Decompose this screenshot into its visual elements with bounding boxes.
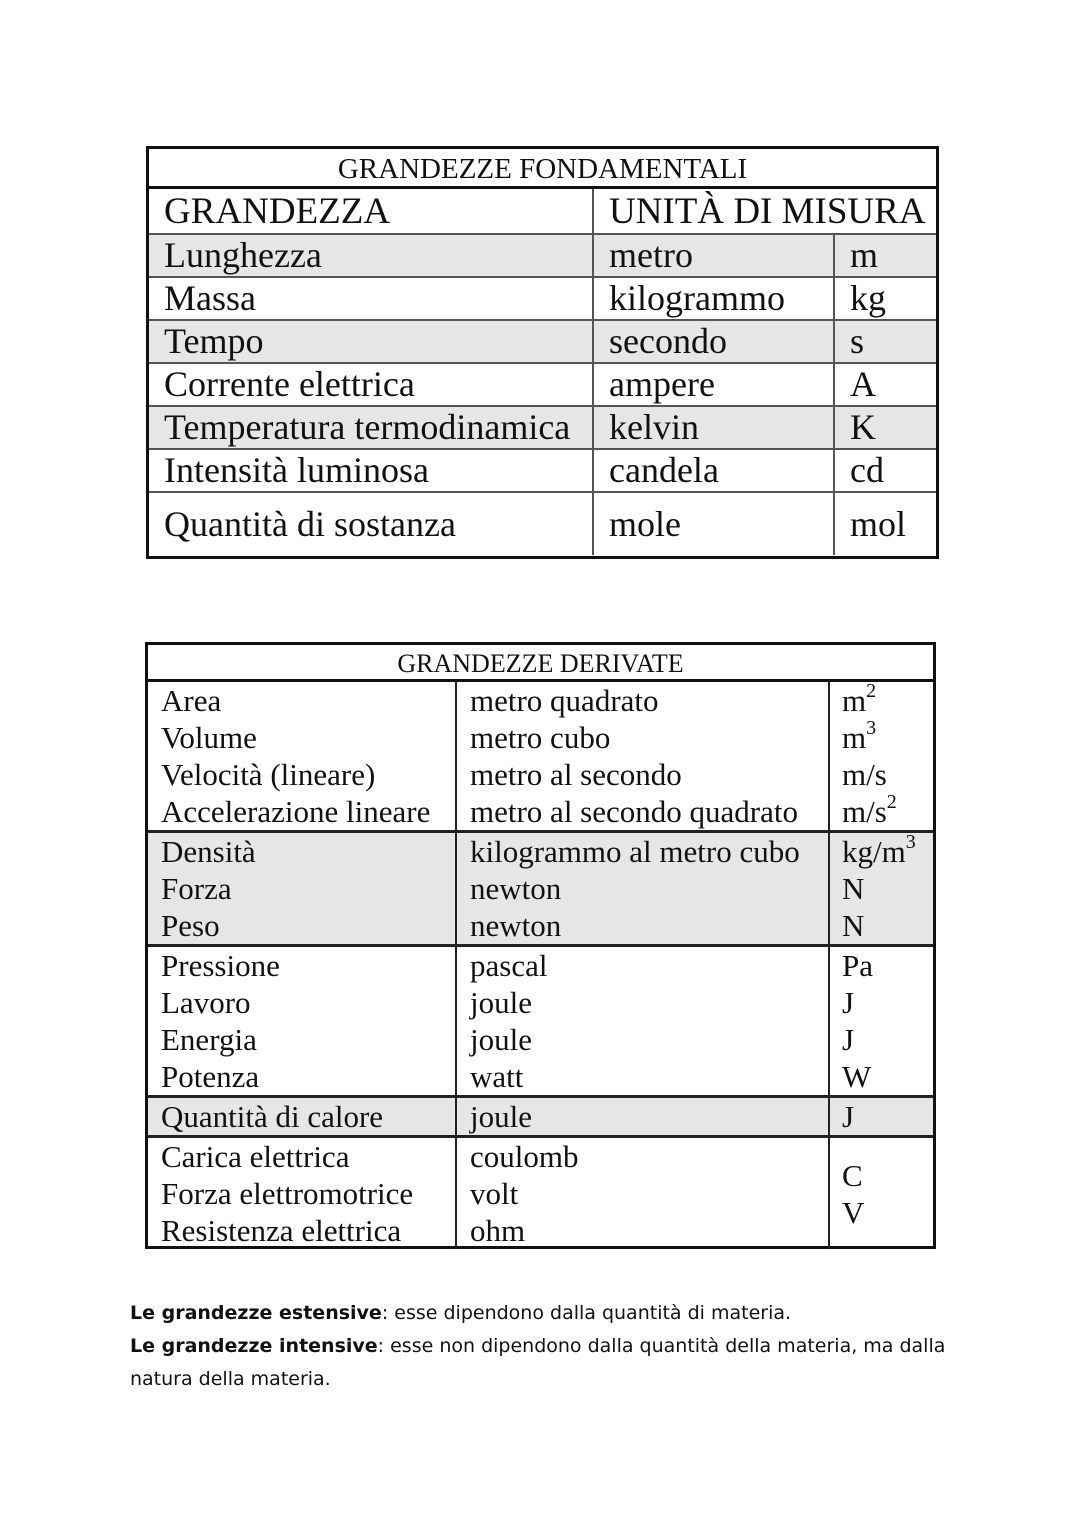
unit-cell: watt — [470, 1059, 524, 1094]
unit-cell: kilogrammo — [594, 278, 835, 319]
unit-cell: secondo — [594, 321, 835, 362]
symbol-cell: K — [850, 407, 876, 447]
symbol-cell — [842, 907, 933, 944]
table-row — [149, 450, 936, 493]
symbol-cell: m — [850, 235, 879, 275]
note-text: : esse dipendono dalla quantità di materia. — [381, 1302, 792, 1324]
unit-cell: candela — [594, 450, 835, 491]
symbol-base: W — [842, 1059, 872, 1094]
table-row — [149, 235, 936, 278]
fundamental-quantities-table — [146, 146, 939, 559]
unit-column — [457, 1138, 830, 1249]
quantity-cell: Carica elettrica — [161, 1139, 350, 1174]
table-row-group — [148, 682, 933, 833]
symbol-cell — [842, 682, 933, 719]
symbol-cell — [842, 1021, 933, 1058]
symbol-exponent: 3 — [866, 717, 877, 739]
quantity-cell: Tempo — [149, 321, 594, 362]
unit-cell: mole — [594, 493, 835, 555]
unit-column — [457, 947, 830, 1095]
symbol-base: N — [842, 871, 865, 906]
unit-cell: kelvin — [594, 407, 835, 448]
symbol-cell — [842, 947, 933, 984]
table-row — [149, 321, 936, 364]
symbol-cell — [842, 793, 933, 830]
table-row-group — [148, 947, 933, 1098]
quantity-cell: Area — [161, 683, 222, 718]
table-row — [149, 407, 936, 450]
note-term: Le grandezze intensive — [130, 1335, 378, 1357]
unit-cell: joule — [470, 1022, 532, 1057]
unit-cell: ampere — [594, 364, 835, 405]
symbol-cell: kg — [850, 278, 886, 318]
table-title: GRANDEZZE DERIVATE — [148, 645, 933, 682]
quantity-cell: Volume — [161, 720, 257, 755]
symbol-base: J — [842, 1022, 855, 1057]
quantity-cell: Resistenza elettrica — [161, 1213, 402, 1248]
quantity-cell: Massa — [149, 278, 594, 319]
unit-cell: newton — [470, 908, 562, 943]
table-row-group — [148, 833, 933, 947]
header-unit: UNITÀ DI MISURA — [609, 191, 926, 232]
unit-cell: joule — [470, 985, 532, 1020]
symbol-base: Pa — [842, 948, 873, 983]
quantity-cell: Lavoro — [161, 985, 251, 1020]
quantity-cell: Peso — [161, 908, 220, 943]
quantity-column — [148, 833, 457, 944]
quantity-column — [148, 682, 457, 830]
symbol-cell — [842, 1058, 933, 1095]
symbol-column — [830, 947, 933, 1095]
quantity-column — [148, 1098, 457, 1135]
symbol-base: m/s — [842, 794, 887, 829]
symbol-cell: s — [850, 321, 865, 361]
unit-cell: metro al secondo — [470, 757, 682, 792]
symbol-base: m/s — [842, 757, 887, 792]
table-row-group — [148, 1138, 933, 1249]
symbol-exponent: 3 — [905, 831, 916, 853]
quantity-cell: Potenza — [161, 1059, 260, 1094]
quantity-column — [148, 1138, 457, 1249]
quantity-cell: Velocità (lineare) — [161, 757, 376, 792]
unit-cell: kilogrammo al metro cubo — [470, 834, 800, 869]
symbol-column — [830, 1098, 933, 1135]
table-row — [149, 278, 936, 321]
symbol-base: N — [842, 908, 865, 943]
symbol-cell — [842, 756, 933, 793]
symbol-cell: mol — [850, 504, 907, 544]
quantity-cell: Quantità di calore — [161, 1099, 384, 1134]
symbol-cell — [842, 984, 933, 1021]
symbol-column — [830, 833, 933, 944]
unit-cell: coulomb — [470, 1139, 579, 1174]
unit-cell: pascal — [470, 948, 548, 983]
quantity-cell: Densità — [161, 834, 256, 869]
symbol-exponent: 2 — [866, 680, 877, 702]
unit-cell: newton — [470, 871, 562, 906]
note-term: Le grandezze estensive — [130, 1302, 382, 1324]
quantity-cell: Pressione — [161, 948, 280, 983]
table-row — [149, 493, 936, 555]
note-text: : esse non dipendono dalla quantità della materia, ma dalla natura della materia. — [130, 1335, 946, 1390]
symbol-cell — [842, 833, 933, 870]
symbol-cell: A — [850, 364, 876, 404]
unit-column — [457, 1098, 830, 1135]
symbol-cell — [842, 870, 933, 907]
quantity-cell: Corrente elettrica — [149, 364, 594, 405]
unit-cell: volt — [470, 1176, 519, 1211]
quantity-cell: Intensità luminosa — [149, 450, 594, 491]
unit-cell: metro al secondo quadrato — [470, 794, 798, 829]
unit-cell: metro — [594, 235, 835, 276]
quantity-cell: Quantità di sostanza — [149, 493, 594, 555]
symbol-base: m — [842, 683, 867, 718]
quantity-cell: Energia — [161, 1022, 257, 1057]
quantity-column — [148, 947, 457, 1095]
table-title: GRANDEZZE FONDAMENTALI — [149, 149, 936, 189]
symbol-base: kg/m — [842, 834, 906, 869]
symbol-base: V — [842, 1194, 865, 1230]
symbol-exponent: 2 — [886, 791, 897, 813]
table-row-group — [148, 1098, 933, 1138]
note-intensive — [130, 1330, 950, 1396]
quantity-cell: Lunghezza — [149, 235, 594, 276]
symbol-cell — [842, 719, 933, 756]
table-row — [149, 364, 936, 407]
unit-cell: ohm — [470, 1213, 526, 1248]
quantity-cell: Temperatura termodinamica — [149, 407, 594, 448]
symbol-cell — [842, 1194, 933, 1231]
notes-section — [130, 1297, 950, 1396]
symbol-base: J — [842, 985, 855, 1020]
derived-quantities-table — [145, 642, 936, 1249]
note-extensive — [130, 1297, 950, 1330]
unit-cell: metro cubo — [470, 720, 611, 755]
unit-cell: metro quadrato — [470, 683, 659, 718]
unit-column — [457, 833, 830, 944]
header-quantity: GRANDEZZA — [149, 189, 594, 233]
unit-cell: joule — [470, 1099, 532, 1134]
quantity-cell: Accelerazione lineare — [161, 794, 431, 829]
symbol-cell: cd — [850, 450, 884, 490]
quantity-cell: Forza elettromotrice — [161, 1176, 414, 1211]
table-header-row — [149, 189, 936, 235]
quantity-cell: Forza — [161, 871, 232, 906]
symbol-base: C — [842, 1157, 863, 1193]
unit-column — [457, 682, 830, 830]
symbol-cell — [842, 1157, 933, 1194]
symbol-base: m — [842, 720, 867, 755]
symbol-column — [830, 1138, 933, 1249]
symbol-cell — [842, 1098, 933, 1135]
symbol-column — [830, 682, 933, 830]
symbol-base: J — [842, 1099, 855, 1134]
